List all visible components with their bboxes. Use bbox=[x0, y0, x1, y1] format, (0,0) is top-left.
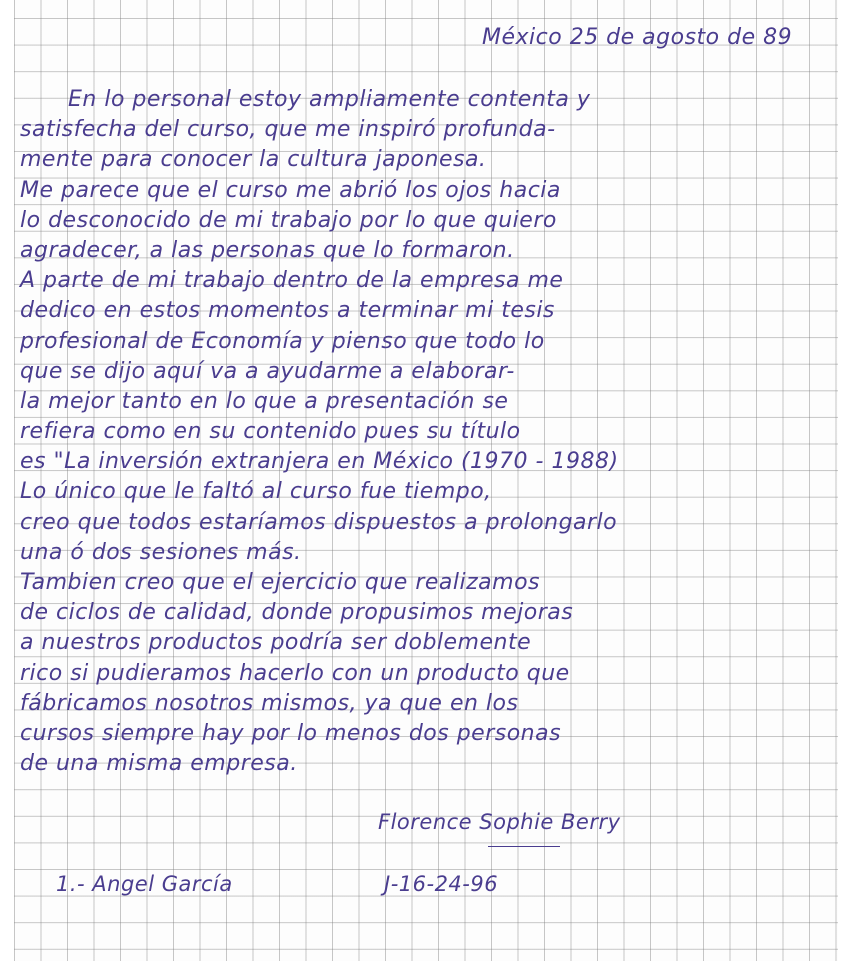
body-line: dedico en estos momentos a terminar mi tesis bbox=[20, 298, 555, 324]
body-line: rico si pudieramos hacerlo con un producto que bbox=[20, 660, 570, 686]
body-line: lo desconocido de mi trabajo por lo que quiero bbox=[20, 207, 557, 233]
body-line: En lo personal estoy ampliamente contenta y bbox=[68, 87, 591, 112]
body-line: de ciclos de calidad, donde propusimos mejoras bbox=[20, 600, 574, 626]
letter-body bbox=[20, 86, 619, 780]
body-line: Tambien creo que el ejercicio que realizamos bbox=[20, 570, 540, 595]
body-line: una ó dos sesiones más. bbox=[20, 539, 302, 565]
body-line: la mejor tanto en lo que a presentación se bbox=[20, 388, 509, 414]
signature: Florence Sophie Berry bbox=[378, 810, 621, 834]
body-line: Lo único que le faltó al curso fue tiempo, bbox=[20, 479, 492, 505]
body-line: fábricamos nosotros mismos, ya que en los bbox=[20, 690, 519, 716]
body-line: creo que todos estaríamos dispuestos a prolongarlo bbox=[20, 509, 618, 535]
letter-date: México 25 de agosto de 89 bbox=[482, 25, 793, 50]
paper-edge-left bbox=[0, 0, 14, 961]
body-line: A parte de mi trabajo dentro de la empresa me bbox=[20, 268, 564, 294]
body-line: a nuestros productos podría ser doblemente bbox=[20, 630, 532, 656]
reference-code: J-16-24-96 bbox=[384, 872, 499, 896]
body-line: de una misma empresa. bbox=[20, 751, 298, 777]
body-line: cursos siempre hay por lo menos dos personas bbox=[20, 720, 562, 746]
body-line: agradecer, a las personas que lo formaron. bbox=[20, 237, 515, 263]
body-line: refiera como en su contenido pues su título bbox=[20, 419, 521, 445]
participant-name: 1.- Angel García bbox=[56, 872, 233, 896]
body-line: que se dijo aquí va a ayudarme a elaborar- bbox=[20, 358, 515, 384]
paper-edge-right bbox=[838, 0, 848, 961]
body-line: Me parece que el curso me abrió los ojos hacia bbox=[20, 177, 561, 203]
signature-underline bbox=[488, 846, 560, 847]
body-line: profesional de Economía y pienso que todo lo bbox=[20, 328, 545, 354]
body-line: satisfecha del curso, que me inspiró profunda- bbox=[20, 117, 556, 143]
body-line: es "La inversión extranjera en México (1970 - 1988) bbox=[20, 449, 619, 475]
body-line: mente para conocer la cultura japonesa. bbox=[20, 147, 487, 173]
